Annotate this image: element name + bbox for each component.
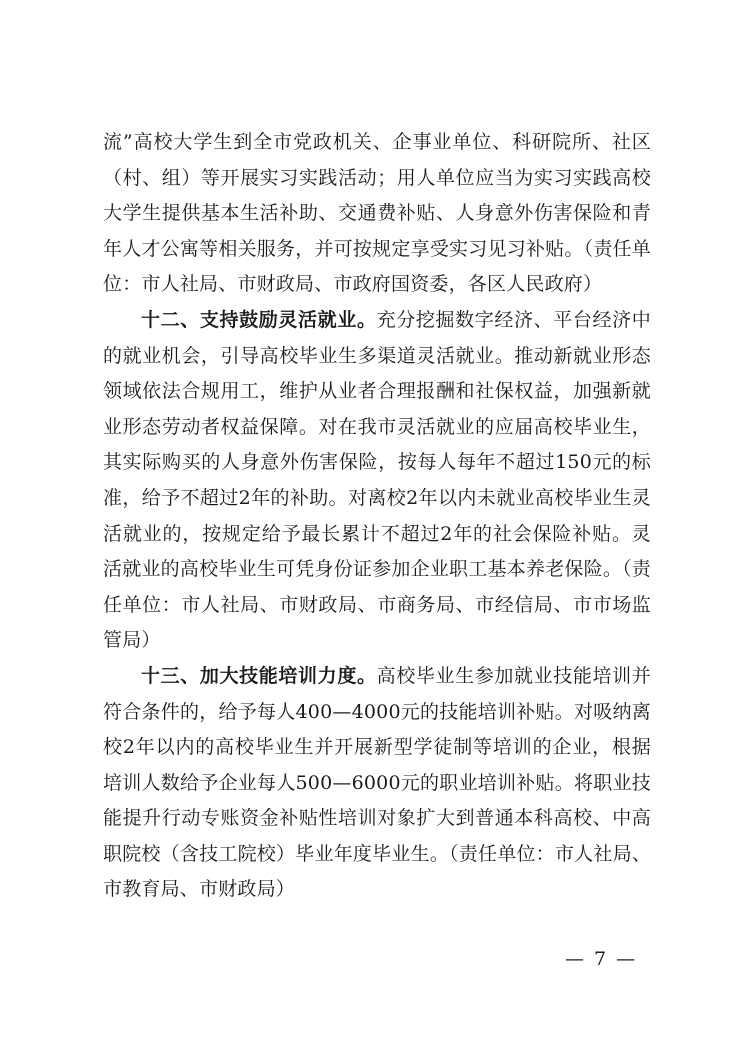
paragraph-text: 高校毕业生参加就业技能培训并符合条件的，给予每人400—4000元的技能培训补贴。对吸纳离校2年以内的高校毕业生并开展新型学徒制等培训的企业，根据培训人数给予企业每人500—6000元的职业培训补贴。将职业技能提升行动专账资金补贴性培训对象扩大到普通本科高校、中高职院校（含技工院校）毕业年度毕业生。（责任单位：市人社局、市教育局、市财政局） bbox=[103, 664, 651, 901]
document-body bbox=[103, 125, 651, 908]
paragraph-section-12 bbox=[103, 303, 651, 659]
paragraph-text: 流”高校大学生到全市党政机关、企事业单位、科研院所、社区（村、组）等开展实习实践活动；用人单位应当为实习实践高校大学生提供基本生活补助、交通费补贴、人身意外伤害保险和青年人才公寓等相关服务，并可按规定享受实习见习补贴。（责任单位：市人社局、市财政局、市政府国资委，各区人民政府） bbox=[103, 131, 651, 296]
paragraph-text: 充分挖掘数字经济、平台经济中的就业机会，引导高校毕业生多渠道灵活就业。推动新就业形态领域依法合规用工，维护从业者合理报酬和社保权益，加强新就业形态劳动者权益保障。对在我市灵活就业的应届高校毕业生，其实际购买的人身意外伤害保险，按每人每年不超过150元的标准，给予不超过2年的补助。对离校2年以内未就业高校毕业生灵活就业的，按规定给予最长累计不超过2年的社会保险补贴。灵活就业的高校毕业生可凭身份证参加企业职工基本养老保险。（责任单位：市人社局、市财政局、市商务局、市经信局、市市场监管局） bbox=[103, 308, 651, 652]
section-heading: 十三、加大技能培训力度。 bbox=[141, 664, 377, 687]
paragraph-continuation bbox=[103, 125, 651, 303]
section-heading: 十二、支持鼓励灵活就业。 bbox=[141, 308, 377, 331]
page-number: — 7 — bbox=[565, 948, 638, 970]
paragraph-section-13 bbox=[103, 659, 651, 908]
